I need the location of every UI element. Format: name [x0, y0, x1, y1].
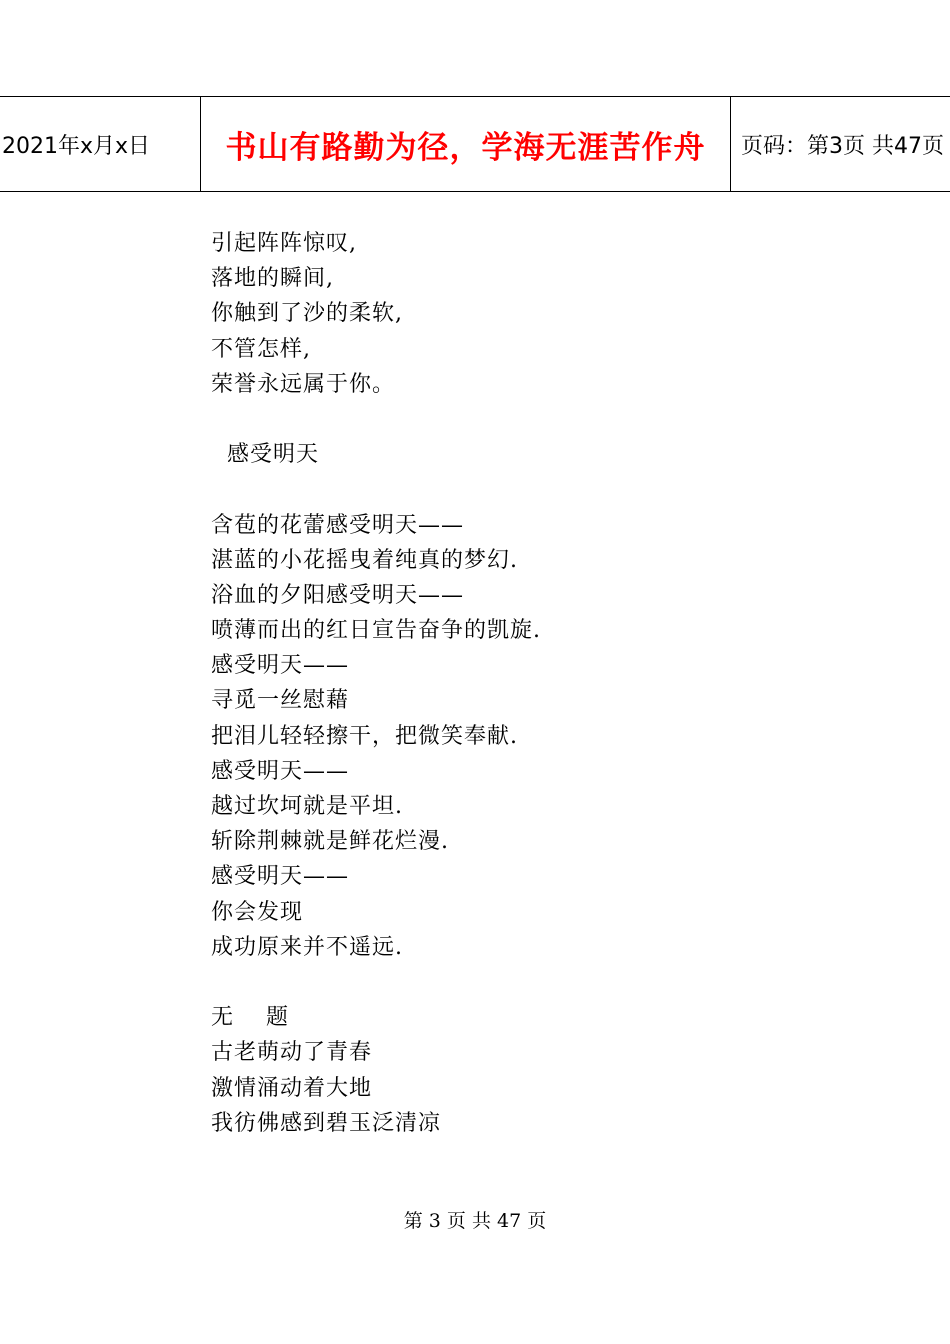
text-line: 感受明天——	[211, 653, 350, 679]
text-line: 我彷佛感到碧玉泛清凉	[211, 1110, 442, 1136]
text-line: 荣誉永远属于你。	[211, 371, 396, 397]
text-line: 喷薄而出的红日宣告奋争的凯旋.	[211, 618, 541, 644]
text-line: 激情涌动着大地	[211, 1075, 373, 1101]
text-line: 含苞的花蕾感受明天——	[211, 512, 465, 538]
text-line: 湛蓝的小花摇曳着纯真的梦幻.	[211, 547, 518, 573]
text-line: 把泪儿轻轻擦干，把微笑奉献.	[211, 723, 518, 749]
text-line: 感受明天——	[211, 758, 350, 784]
text-line: 越过坎坷就是平坦.	[211, 794, 403, 819]
text-line: 古老萌动了青春	[211, 1040, 373, 1066]
text-line: 斩除荆棘就是鲜花烂漫.	[211, 829, 449, 855]
text-line: 成功原来并不遥远.	[211, 934, 403, 960]
text-line: 引起阵阵惊叹,	[211, 231, 357, 256]
page-footer: 第 3 页 共 47 页	[403, 1210, 547, 1232]
text-line: 感受明天——	[211, 864, 350, 890]
blank-line	[211, 472, 811, 507]
header-page-info: 页码：第3页 共47页	[741, 133, 944, 159]
header-date: 2021年x月x日	[2, 133, 151, 159]
text-line: 不管怎样,	[211, 336, 311, 362]
text-line: 你触到了沙的柔软,	[211, 301, 403, 327]
poem-body	[211, 226, 811, 1141]
text-line: 寻觅一丝慰藉	[211, 688, 350, 714]
text-line: 感受明天	[211, 442, 319, 468]
page-header	[0, 96, 950, 192]
blank-line	[211, 965, 811, 1000]
blank-line	[211, 402, 811, 437]
text-line: 无 题	[211, 1005, 289, 1031]
header-motto: 书山有路勤为径，学海无涯苦作舟	[200, 97, 731, 191]
text-line: 浴血的夕阳感受明天——	[211, 582, 465, 608]
text-line: 落地的瞬间,	[211, 266, 334, 292]
text-line: 你会发现	[211, 899, 304, 925]
